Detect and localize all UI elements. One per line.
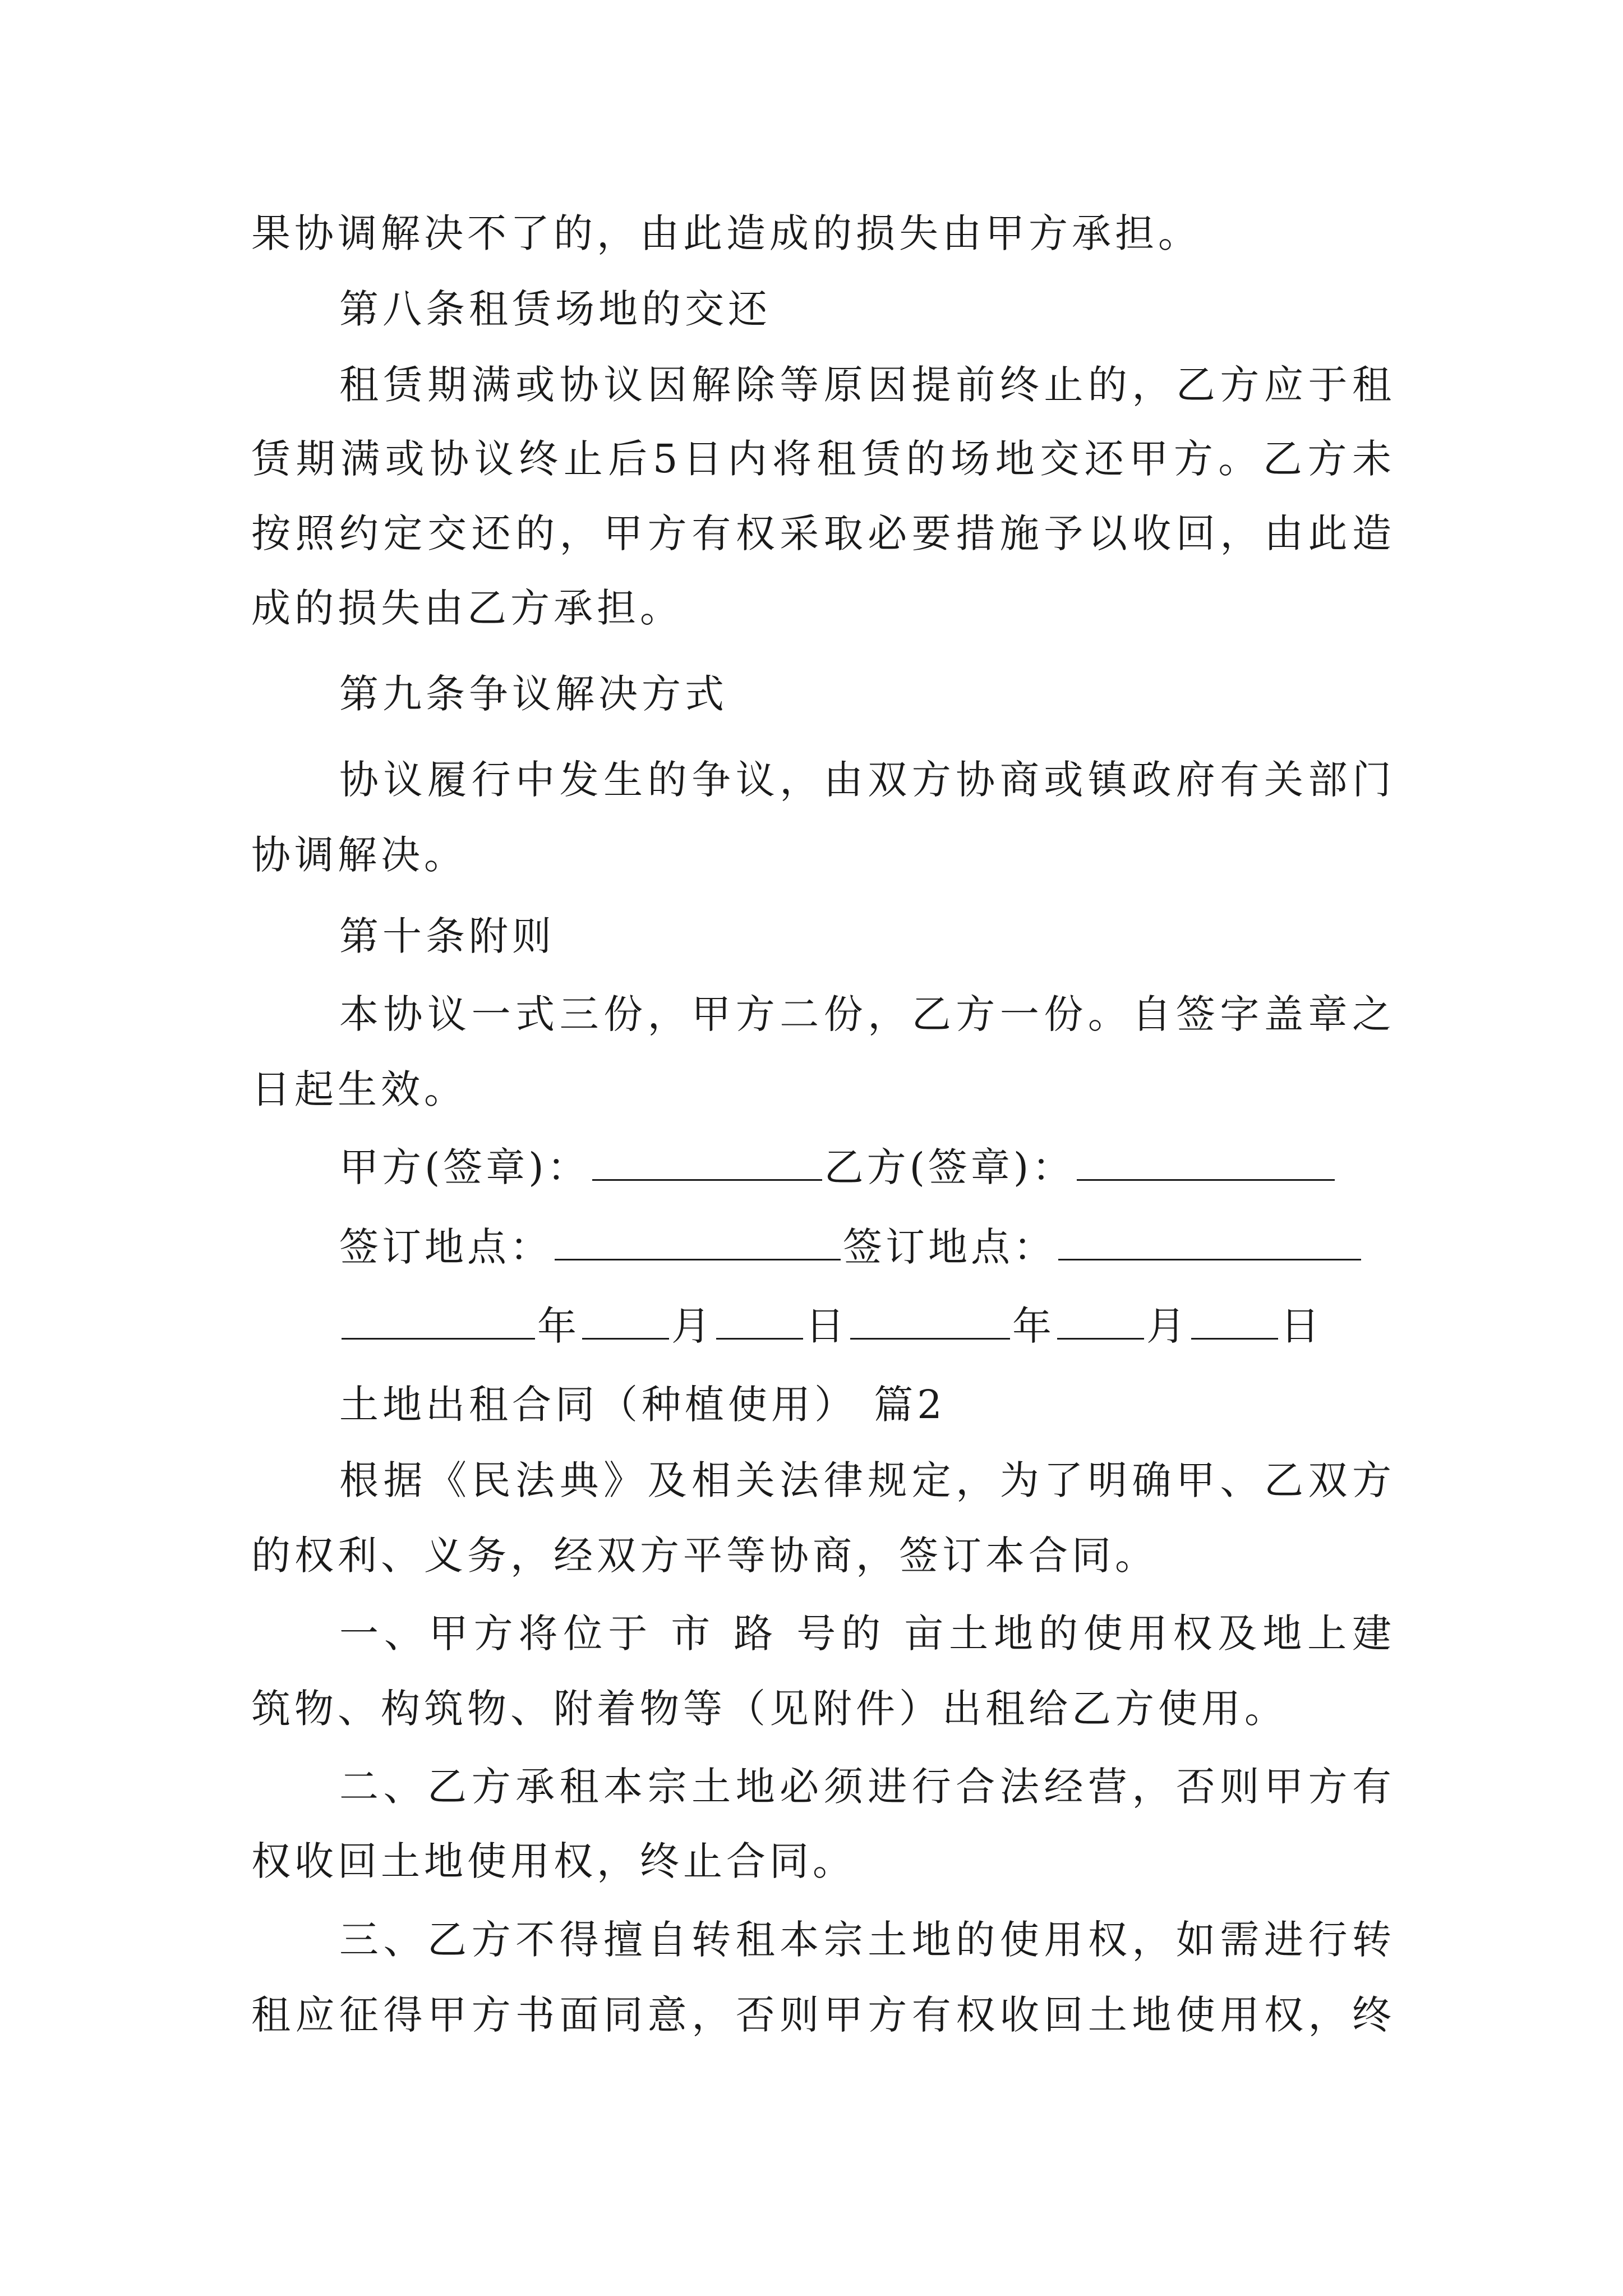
month-a-blank — [582, 1299, 669, 1340]
paragraph-line: 权收回土地使用权，终止合同。 — [251, 1838, 856, 1884]
paragraph-line: 赁期满或协议终止后5日内将租赁的场地交还甲方。乙方未 — [251, 436, 1395, 482]
paragraph-line: 二、乙方承租本宗土地必须进行合法经营，否则甲方有 — [339, 1764, 1395, 1810]
article-heading: 第十条附则 — [339, 913, 555, 959]
paragraph-line: 根据《民法典》及相关法律规定，为了明确甲、乙双方 — [339, 1457, 1395, 1503]
year-b-label: 年 — [1012, 1303, 1055, 1349]
day-b-blank — [1191, 1299, 1278, 1340]
place-b-label: 签订地点： — [843, 1224, 1056, 1270]
paragraph-line: 一、甲方将位于 市 路 号的 亩土地的使用权及地上建 — [339, 1611, 1395, 1657]
article-heading: 第九条争议解决方式 — [339, 671, 728, 717]
place-a-label: 签订地点： — [339, 1224, 552, 1270]
party-b-signature-blank — [1077, 1140, 1335, 1181]
day-a-label: 日 — [805, 1303, 848, 1349]
paragraph-line: 租赁期满或协议因解除等原因提前终止的，乙方应于租 — [339, 362, 1395, 408]
paragraph-line: 租应征得甲方书面同意，否则甲方有权收回土地使用权，终 — [251, 1992, 1395, 2038]
year-a-label: 年 — [537, 1303, 580, 1349]
paragraph-line: 按照约定交还的，甲方有权采取必要措施予以收回，由此造 — [251, 510, 1395, 556]
paragraph-line: 果协调解决不了的，由此造成的损失由甲方承担。 — [251, 210, 1201, 256]
party-a-signature-label: 甲方(签章)： — [339, 1144, 590, 1190]
month-b-label: 月 — [1146, 1303, 1189, 1349]
day-a-blank — [716, 1299, 803, 1340]
signing-place-row — [339, 1220, 1363, 1273]
party-b-signature-label: 乙方(签章)： — [824, 1144, 1075, 1190]
date-row — [339, 1299, 1323, 1352]
signature-row — [339, 1140, 1337, 1194]
party-a-signature-blank — [592, 1140, 822, 1181]
article-heading: 第八条租赁场地的交还 — [339, 286, 771, 332]
paragraph-line: 成的损失由乙方承担。 — [251, 585, 683, 631]
paragraph-line: 协议履行中发生的争议，由双方协商或镇政府有关部门 — [339, 757, 1395, 803]
place-a-blank — [555, 1220, 841, 1260]
year-b-blank — [850, 1299, 1010, 1340]
paragraph-line: 筑物、构筑物、附着物等（见附件）出租给乙方使用。 — [251, 1686, 1288, 1732]
day-b-label: 日 — [1280, 1303, 1323, 1349]
paragraph-line: 日起生效。 — [251, 1066, 467, 1112]
paragraph-line: 本协议一式三份，甲方二份，乙方一份。自签字盖章之 — [339, 991, 1395, 1037]
month-b-blank — [1057, 1299, 1144, 1340]
month-a-label: 月 — [671, 1303, 714, 1349]
paragraph-line: 协调解决。 — [251, 832, 467, 878]
place-b-blank — [1058, 1220, 1361, 1260]
paragraph-line: 的权利、义务，经双方平等协商，签订本合同。 — [251, 1533, 1158, 1579]
year-a-blank — [342, 1299, 535, 1340]
section-title: 土地出租合同（种植使用） 篇2 — [339, 1382, 946, 1428]
paragraph-line: 三、乙方不得擅自转租本宗土地的使用权，如需进行转 — [339, 1917, 1395, 1963]
